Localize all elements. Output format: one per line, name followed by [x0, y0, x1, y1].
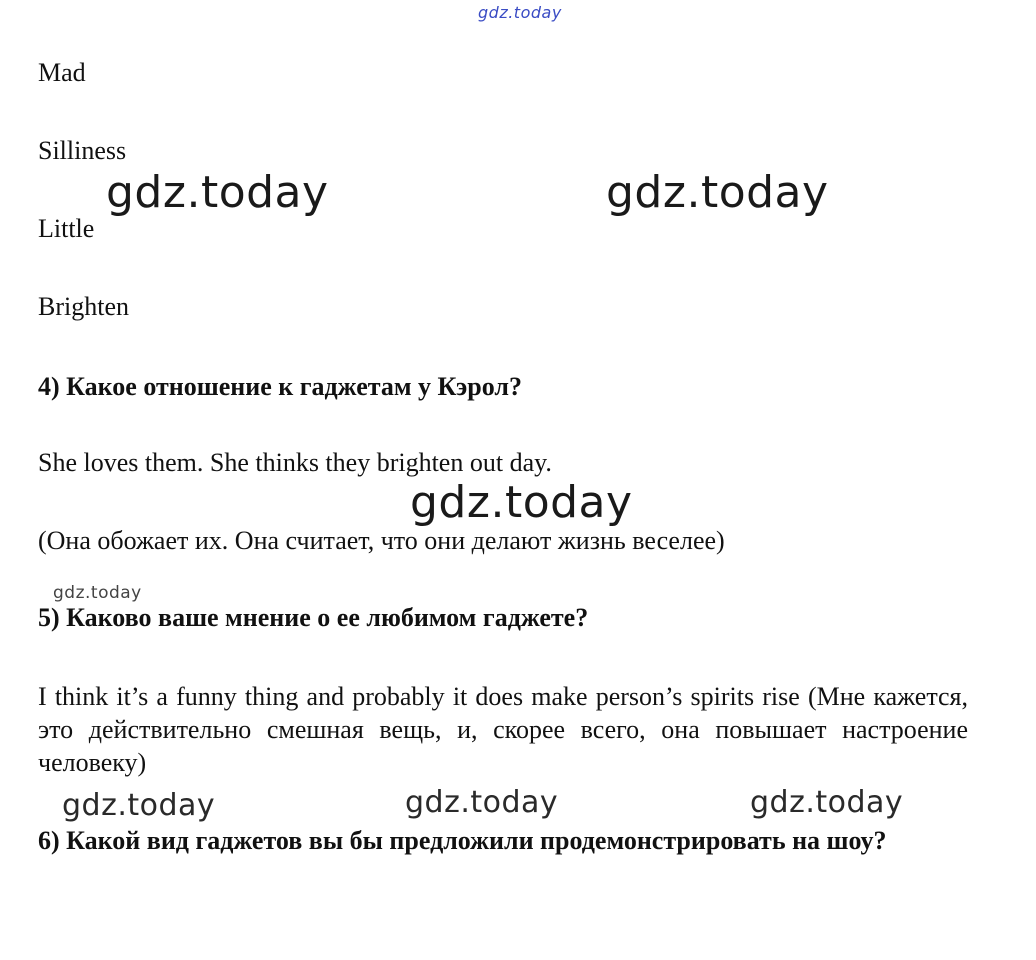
question-6: 6) Какой вид гаджетов вы бы предложили продемонстрировать на шоу? — [38, 826, 887, 855]
word-brighten: Brighten — [38, 292, 129, 321]
word-silliness: Silliness — [38, 136, 127, 165]
watermark-3: gdz.today — [410, 477, 633, 528]
question-5: 5) Каково ваше мнение о ее любимом гаджете? — [38, 603, 589, 632]
watermark-top: gdz.today — [478, 3, 562, 22]
answer-4-ru: (Она обожает их. Она считает, что они делают жизнь веселее) — [38, 526, 725, 555]
watermark-5: gdz.today — [62, 788, 216, 823]
question-4: 4) Какое отношение к гаджетам у Кэрол? — [38, 372, 522, 401]
word-little: Little — [38, 214, 95, 243]
answer-4-en: She loves them. She thinks they brighten out day. — [38, 448, 552, 477]
watermark-4: gdz.today — [53, 583, 142, 603]
watermark-7: gdz.today — [750, 785, 904, 820]
word-mad: Mad — [38, 58, 86, 87]
watermark-6: gdz.today — [405, 785, 559, 820]
watermark-1: gdz.today — [106, 167, 329, 218]
answer-5: I think it’s a funny thing and probably it does make person’s spirits rise (Мне кажется, это действительно смешная вещь, и, скорее всего, она повышает настроение человеку) — [38, 682, 968, 777]
watermark-2: gdz.today — [606, 167, 829, 218]
